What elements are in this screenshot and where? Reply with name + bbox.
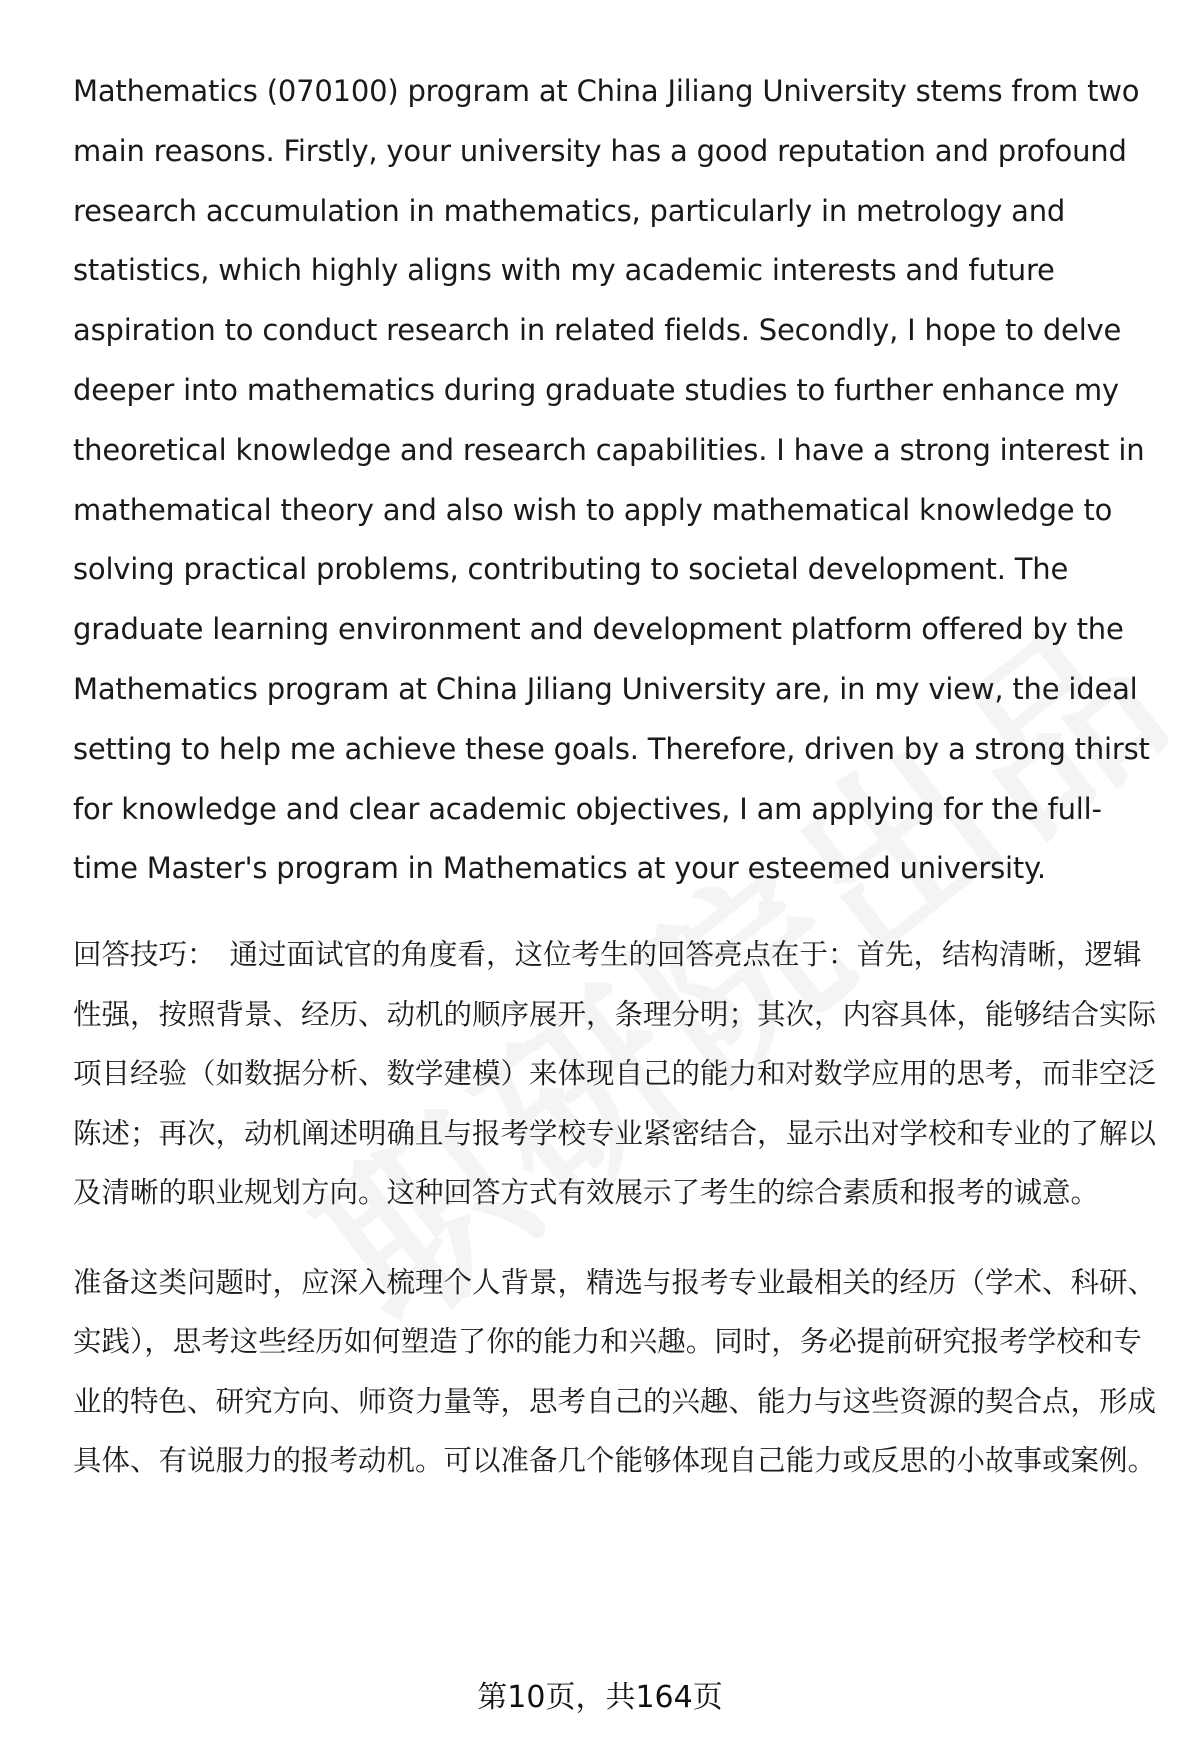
answer-tips-text: 通过面试官的角度看，这位考生的回答亮点在于：首先，结构清晰，逻辑性强，按照背景、经历、动机的顺序展开，条理分明；其次，内容具体，能够结合实际项目经验（如数据分析、数学建模）来体现自己的能力和对数学应用的思考，而非空泛陈述；再次，动机阐述明确且与报考学校专业紧密结合，显示出对学校和专业的了解以及清晰的职业规划方向。这种回答方式有效展示了考生的综合素质和报考的诚意。 — [73, 938, 1157, 1210]
preparation-advice-paragraph: 准备这类问题时，应深入梳理个人背景，精选与报考专业最相关的经历（学术、科研、实践），思考这些经历如何塑造了你的能力和兴趣。同时，务必提前研究报考学校和专业的特色、研究方向、师资力量等，思考自己的兴趣、能力与这些资源的契合点，形成具体、有说服力的报考动机。可以准备几个能够体现自己能力或反思的小故事或案例。 — [73, 1265, 1157, 1478]
answer-tips-label: 回答技巧： — [73, 938, 216, 972]
page-content — [73, 62, 1163, 1491]
answer-tips-paragraph — [73, 925, 1163, 1223]
page-number-footer: 第10页，共164页 — [477, 1680, 723, 1715]
english-answer-paragraph: Mathematics (070100) program at China Jiliang University stems from two main reasons. Firstly, your university has a good reputation and profound research accumulation in mathematics, particularly in metrology and statistics, which highly aligns with my academic interests and future aspiration to conduct research in related fields. Secondly, I hope to delve deeper into mathematics during graduate studies to further enhance my theoretical knowledge and research capabilities. I have a strong interest in mathematical theory and also wish to apply mathematical knowledge to solving practical problems, contributing to societal development. The graduate learning environment and development platform offered by the Mathematics program at China Jiliang University are, in my view, the ideal setting to help me achieve these goals. Therefore, driven by a strong thirst for knowledge and clear academic objectives, I am applying for the full-time Master's program in Mathematics at your esteemed university. — [73, 74, 1150, 886]
